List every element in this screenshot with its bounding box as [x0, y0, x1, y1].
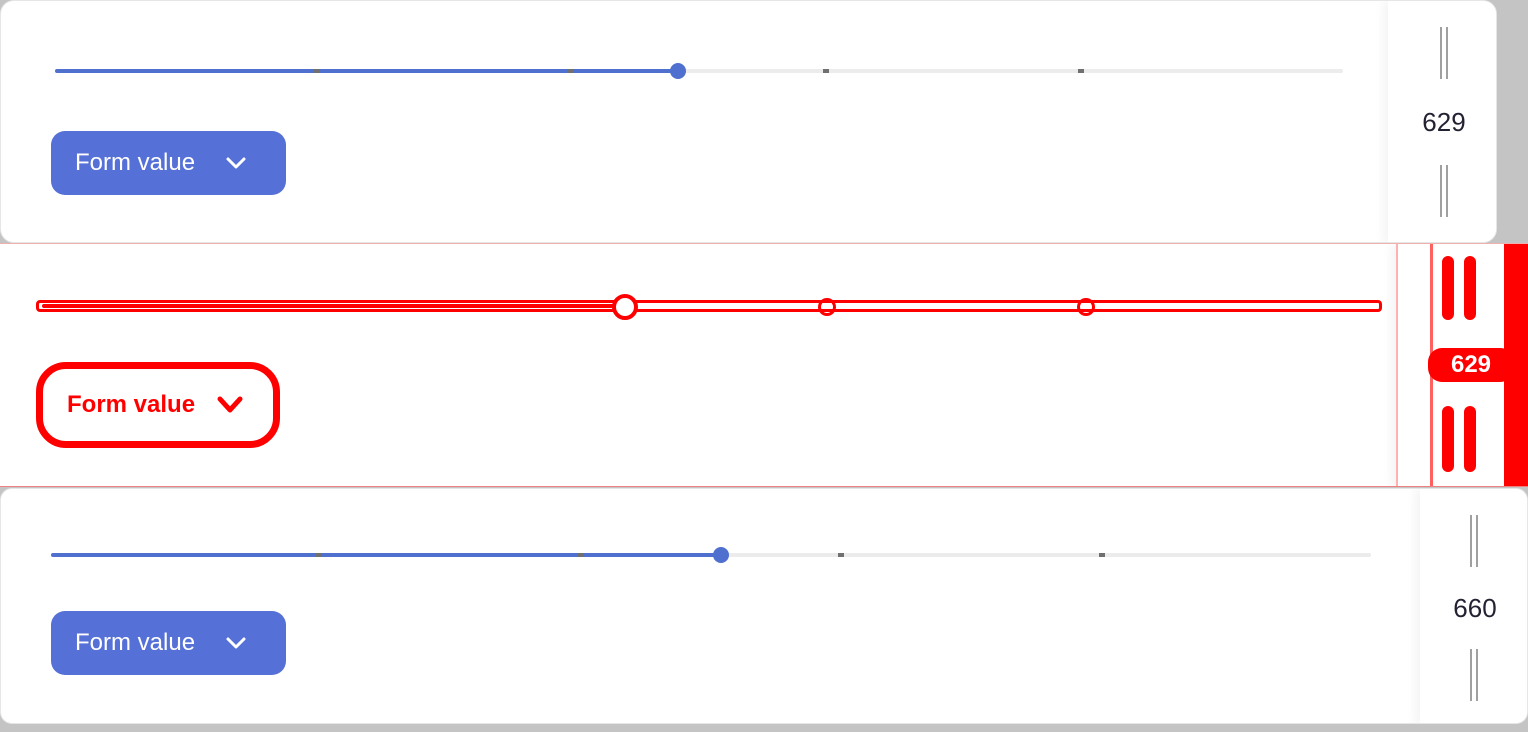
slider-value-readout: 629 — [1428, 348, 1514, 382]
slider-fill — [51, 553, 721, 557]
slider-fill — [42, 304, 614, 308]
value-side-panel — [1396, 244, 1528, 487]
slider-tick — [1077, 298, 1095, 316]
slider-value-readout: 629 — [1422, 107, 1466, 137]
chevron-down-icon — [217, 395, 243, 415]
slider-tick — [313, 69, 319, 73]
chevron-down-icon — [225, 636, 247, 650]
slider-value-readout: 660 — [1453, 593, 1497, 623]
slider-panel-2 — [0, 243, 1528, 487]
chevron-down-icon — [225, 156, 247, 170]
slider-fill — [55, 69, 678, 73]
slider-tick — [1099, 553, 1105, 557]
slider-thumb[interactable] — [670, 63, 686, 79]
resize-handle-icon[interactable] — [1438, 165, 1450, 217]
resize-handle-icon[interactable] — [1464, 256, 1476, 320]
form-value-label: Form value — [67, 391, 196, 418]
resize-handle-icon[interactable] — [1438, 27, 1450, 79]
resize-handle-icon[interactable] — [1442, 406, 1454, 472]
slider-tick — [818, 298, 836, 316]
resize-handle-icon[interactable] — [1442, 256, 1454, 320]
slider-panel-3 — [0, 488, 1528, 724]
value-side-panel — [1420, 489, 1528, 724]
slider-tick — [838, 553, 844, 557]
slider-tick — [823, 69, 829, 73]
resize-handle-icon[interactable] — [1468, 515, 1480, 567]
value-side-panel — [1388, 1, 1497, 243]
form-value-label: Form value — [75, 629, 196, 656]
resize-handle-icon[interactable] — [1468, 649, 1480, 701]
form-value-dropdown[interactable] — [51, 131, 286, 195]
form-value-dropdown[interactable] — [51, 611, 286, 675]
slider-thumb[interactable] — [612, 294, 638, 320]
slider-tick — [577, 553, 583, 557]
slider-tick — [1078, 69, 1084, 73]
resize-handle-icon[interactable] — [1464, 406, 1476, 472]
slider-panel-1 — [0, 0, 1497, 243]
form-value-label: Form value — [75, 149, 196, 176]
slider-track[interactable] — [55, 69, 1343, 73]
slider-track[interactable] — [51, 553, 1371, 557]
slider-tick — [568, 69, 574, 73]
slider-tick — [315, 553, 321, 557]
slider-thumb[interactable] — [713, 547, 729, 563]
form-value-dropdown[interactable] — [36, 362, 280, 448]
